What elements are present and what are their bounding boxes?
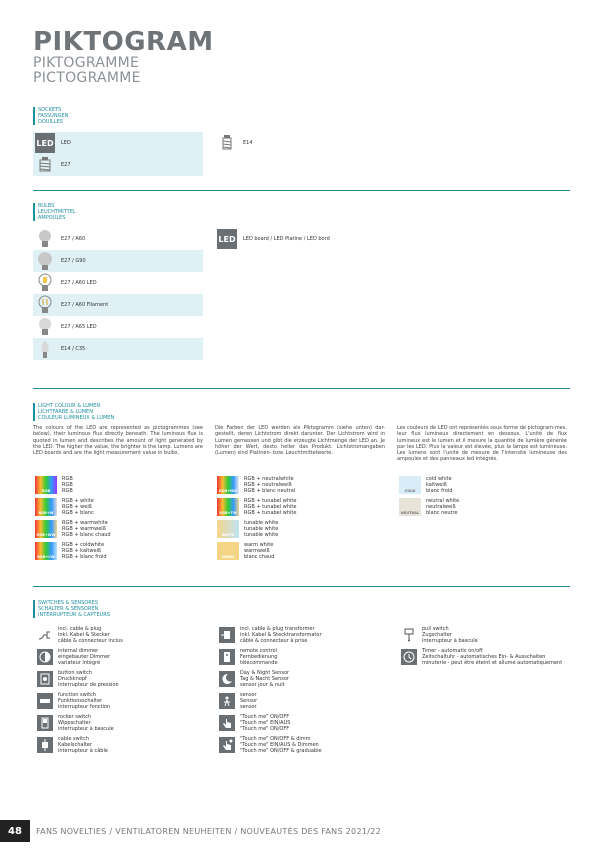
neutral-swatch: NEUTRAL xyxy=(399,498,421,516)
switch-cable-row: cable switch Kabelschalter interrupteur à câble xyxy=(33,734,108,756)
rgbcw-swatch: RGB+CW xyxy=(35,542,57,560)
day-night-sensor-icon xyxy=(219,671,235,687)
switch-daynight-row: Day & Night Sensor Tag & Nacht Sensor sensor jour & nuit xyxy=(215,668,289,690)
rgbnw-swatch: RGB+NW xyxy=(217,476,239,494)
page-title-block xyxy=(33,28,214,86)
transformer-icon xyxy=(219,627,235,643)
bulb-g90-row: E27 / G90 xyxy=(33,250,203,272)
light-rgbnw-row: RGB+NW RGB + neutralwhite RGB + neutralweiß RGB + blanc neutral xyxy=(215,476,295,494)
light-label: LIGHT COLOUR & LUMEN LICHTFARBE & LUMEN COULEUR LUMINEUX & LUMEN xyxy=(33,403,570,421)
touch-dim-icon xyxy=(219,737,235,753)
light-para-fr: Les couleurs de LED ont représentés sous forme de pictogram-mes, leur flux lumineux directement en dessous. L'unité de flux lumineux est le lumen et il mesure la quantité de lumière générée par les LED. Plus la valeur est élevée, plus la lampe est lumineuse. Les lumens sont l'unité de mesure de l'intensité lumineuse des ampoules et des panneaux led intégrés. xyxy=(397,425,567,463)
sockets-label: SOCKETS FASSUNGEN DOUILLES xyxy=(33,107,570,125)
light-rgbw-row: RGB+W RGB + white RGB + weiß RGB + blanc xyxy=(33,498,94,516)
socket-e14-row: E14 xyxy=(215,132,385,154)
cold-swatch: COLD xyxy=(399,476,421,494)
bulb-filament-icon xyxy=(35,295,55,315)
separator-2 xyxy=(33,388,570,389)
rgbtw-swatch: RGB+TW xyxy=(217,498,239,516)
light-rgbtw-row: RGB+TW RGB + tunabel white RGB + tunabel white RGB + tunabel white xyxy=(215,498,296,516)
switch-timer-row: Timer - automatic on/off Zeitschaltuhr - automatisches Ein- & Ausschalten minuterie - peut être éteint et allumé automatiquement xyxy=(397,646,562,668)
button-switch-icon xyxy=(37,671,53,687)
light-rgbcw-row: RGB+CW RGB + coldwhite RGB + kaltweiß RGB + blanc froid xyxy=(33,542,107,560)
separator-1 xyxy=(33,190,570,191)
remote-control-icon xyxy=(219,649,235,665)
switches-label: SWITCHES & SENSORES SCHALTER & SENSOREN INTERRUPTEUR & CAPTEURS xyxy=(33,600,570,618)
light-tunable-row: WHITE tunable white tunable white tunable white xyxy=(215,520,278,538)
light-cold-row: COLD cold white kaltweiß blanc froid xyxy=(397,476,452,494)
bulb-a60-row: E27 / A60 xyxy=(33,228,203,250)
bulb-a60-led-row: E27 / A60 LED xyxy=(33,272,203,294)
rgbw-swatch: RGB+W xyxy=(35,498,57,516)
bulb-a60-icon xyxy=(35,229,55,249)
bulb-a65-row: E27 / A65 LED xyxy=(33,316,203,338)
switch-transformer-row: incl. cable & plug transformer inkl. Kabel & Stecktransformator câble & connecteur à prise xyxy=(215,624,322,646)
rgbww-swatch: RGB+WW xyxy=(35,520,57,538)
switch-pull-row: pull switch Zugschalter interrupteur à bascule xyxy=(397,624,478,646)
footer-text: FANS NOVELTIES / VENTILATOREN NEUHEITEN / NOUVEAUTÉS DES FANS 2021/22 xyxy=(36,826,382,836)
switch-dimmer-row: internal dimmer eingebauter Dimmer variateur intégré xyxy=(33,646,110,668)
switch-button-row: button switch Druckknopf interrupteur de pression xyxy=(33,668,119,690)
light-para-de: Die Farben der LED werden als Piktogramm (siehe unten) dar-gestellt, deren Lichtstrom direkt darunter. Der Lichtstrom wird in Lumen gemessen und gibt die erzeugte Lichtmenge der LED an. Je höher der Wert, desto heller das Produkt. Lichtstromangaben (Lumen) sind Platinen- bzw. Leuchtmittelwerte. xyxy=(215,425,385,457)
page-title-de: PIKTOGRAMME xyxy=(33,55,140,71)
function-switch-icon xyxy=(37,693,53,709)
page-title: PIKTOGRAM xyxy=(33,27,214,57)
led-board-icon: LED xyxy=(217,229,237,249)
light-warm-row: WARM warm white warmweiß blanc chaud xyxy=(215,542,274,560)
switch-remote-row: remote control Fernbedienung télécommande xyxy=(215,646,278,668)
separator-3 xyxy=(33,586,570,587)
switch-sensor-row: sensor Sensor sensor xyxy=(215,690,257,712)
bulb-a65-icon xyxy=(35,317,55,337)
dimmer-icon xyxy=(37,649,53,665)
switch-function-row: function switch Funktionsschalter interrupteur fonction xyxy=(33,690,110,712)
tunable-swatch: WHITE xyxy=(217,520,239,538)
bulb-c35-row: E14 / C35 xyxy=(33,338,203,360)
sensor-icon xyxy=(219,693,235,709)
bulb-filament-row: E27 / A60 Filament xyxy=(33,294,203,316)
rgb-swatch: RGB xyxy=(35,476,57,494)
pull-switch-icon xyxy=(401,627,417,643)
switch-touch-row: "Touch me" ON/OFF "Touch me" EIN/AUS "Touch me" ON/OFF xyxy=(215,712,290,734)
light-neutral-row: NEUTRAL neutral white neutralweiß blanc neutre xyxy=(400,498,460,516)
light-para-en: The colours of the LED are represented as pictogrammes (see below), their luminous flux directly beneath. The luminous flux is quoted in lumen and describes the amount of light generated by the LED. The higher the value, the brighter is the lamp. Lumens are LED boards and are the light measurement value in bulbs. xyxy=(33,425,203,457)
socket-e27-row: E27 xyxy=(33,154,203,176)
bulb-a60-led-icon xyxy=(35,273,55,293)
switch-touchdim-row: "Touch me" ON/OFF & dimm "Touch me" EIN/AUS & Dimmen "Touch me" ON/OFF & graduable xyxy=(215,734,322,756)
touch-icon xyxy=(219,715,235,731)
bulbs-label: BULBS LEUCHTMITTEL AMPOULES xyxy=(33,203,570,221)
light-rgbww-row: RGB+WW RGB + warmwhite RGB + warmweiß RGB + blanc chaud xyxy=(36,520,111,538)
warm-swatch: WARM xyxy=(217,542,239,560)
switch-plug-row: incl. cable & plug inkl. Kabel & Stecker câble & connecteur inclus xyxy=(33,624,123,646)
page-title-fr: PICTOGRAMME xyxy=(33,70,141,86)
light-rgb-row: RGB RGB RGB RGB xyxy=(33,476,73,494)
switch-rocker-row: rocker switch Wippschalter interrupteur à bascule xyxy=(33,712,114,734)
led-board-row: LED LED board / LED Platine / LED bord xyxy=(215,228,385,250)
socket-led-row: LED LED xyxy=(33,132,203,154)
bulb-g90-icon xyxy=(35,251,55,271)
e14-socket-icon xyxy=(217,133,237,153)
led-icon: LED xyxy=(35,133,55,153)
bulb-c35-icon xyxy=(35,339,55,359)
e27-socket-icon xyxy=(35,155,55,175)
page-number: 48 xyxy=(0,820,30,842)
cable-switch-icon xyxy=(37,737,53,753)
rocker-switch-icon xyxy=(37,715,53,731)
timer-icon xyxy=(401,649,417,665)
plug-icon xyxy=(37,627,53,643)
footer xyxy=(0,820,600,842)
